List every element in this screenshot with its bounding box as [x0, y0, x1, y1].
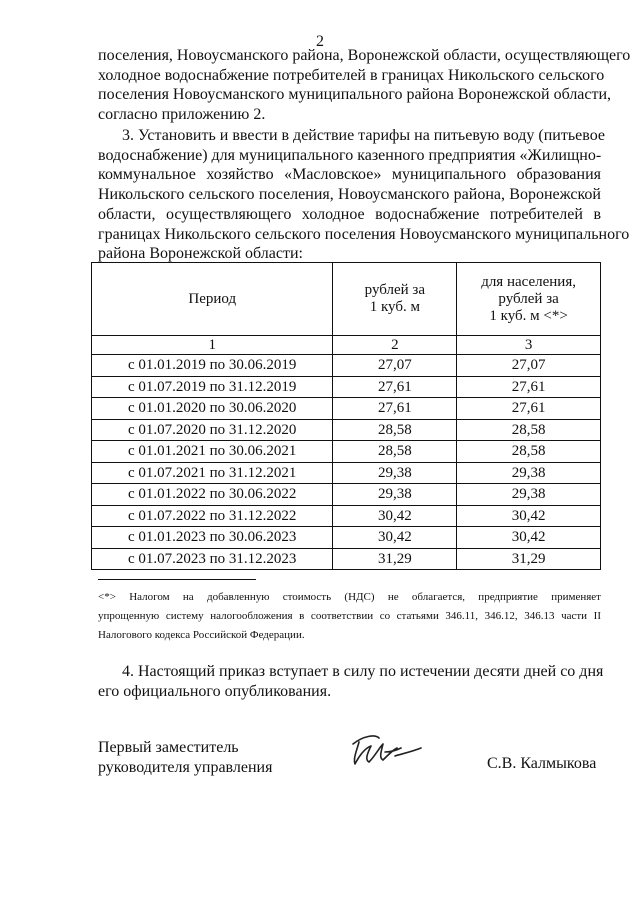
population-rate-cell: 28,58 [457, 441, 601, 463]
signatory-title [98, 738, 272, 778]
period-cell: с 01.07.2023 по 31.12.2023 [92, 548, 333, 570]
rate-cell: 28,58 [333, 441, 457, 463]
signatory-title-line: руководителя управления [98, 759, 273, 776]
text-line: Никольского сельского поселения, Новоусманского района, Воронежской [98, 186, 601, 204]
table-row [92, 462, 601, 484]
table-row [92, 484, 601, 506]
period-cell: с 01.01.2019 по 30.06.2019 [92, 355, 333, 377]
text-line: поселения, Новоусманского района, Воронежской области, осуществляющего [98, 47, 631, 64]
rate-cell: 29,38 [333, 484, 457, 506]
table-row [92, 376, 601, 398]
text-line: холодное водоснабжение потребителей в границах Никольского сельского [98, 66, 605, 84]
population-rate-cell: 27,61 [457, 398, 601, 420]
population-rate-cell: 31,29 [457, 548, 601, 570]
text-line: согласно приложению 2. [98, 106, 266, 124]
table-row [92, 505, 601, 527]
population-rate-cell: 27,61 [457, 376, 601, 398]
rate-cell: 27,61 [333, 376, 457, 398]
text-line: коммунальное хозяйство «Масловское» муниципального образования [98, 166, 601, 184]
text-line: его официального опубликования. [98, 682, 332, 700]
footnote-divider [98, 579, 256, 580]
period-cell: с 01.01.2023 по 30.06.2023 [92, 527, 333, 549]
footnote-line: <*> Налогом на добавленную стоимость (НДС) не облагается, предприятие применяет [98, 591, 601, 603]
rate-cell: 30,42 [333, 527, 457, 549]
rate-cell: 27,07 [333, 355, 457, 377]
period-cell: с 01.07.2020 по 31.12.2020 [92, 419, 333, 441]
period-cell: с 01.01.2020 по 30.06.2020 [92, 398, 333, 420]
population-rate-cell: 30,42 [457, 527, 601, 549]
population-rate-cell: 29,38 [457, 484, 601, 506]
paragraph-2 [98, 126, 630, 264]
table-row [92, 355, 601, 377]
page-number: 2 [316, 33, 324, 50]
signatory-name: С.В. Калмыкова [487, 755, 597, 772]
text-line: области, осуществляющего холодное водоснабжение потребителей в [98, 205, 601, 223]
text-line: границах Никольского сельского поселения Новоусманского муниципального [98, 225, 630, 243]
period-cell: с 01.07.2022 по 31.12.2022 [92, 505, 333, 527]
rate-cell: 28,58 [333, 419, 457, 441]
table-row [92, 527, 601, 549]
column-number: 1 [92, 336, 333, 355]
table-row [92, 441, 601, 463]
population-rate-cell: 29,38 [457, 462, 601, 484]
rate-cell: 27,61 [333, 398, 457, 420]
text-line: водоснабжение) для муниципального казенного предприятия «Жилищно- [98, 146, 602, 164]
text-line: 3. Установить и ввести в действие тарифы на питьевую воду (питьевое [98, 127, 605, 144]
header-population: для населения, рублей за 1 куб. м <*> [457, 263, 601, 336]
tariff-table [91, 262, 601, 570]
paragraph-1 [98, 46, 631, 125]
table-row [92, 398, 601, 420]
rate-cell: 29,38 [333, 462, 457, 484]
footnote-line: упрощенную систему налогообложения в соответствии со статьями 346.11, 346.12, 346.13 части II [98, 610, 601, 622]
period-cell: с 01.07.2019 по 31.12.2019 [92, 376, 333, 398]
footnote [98, 588, 601, 645]
table-row [92, 419, 601, 441]
text-line: района Воронежской области: [98, 245, 303, 263]
period-cell: с 01.01.2021 по 30.06.2021 [92, 441, 333, 463]
rate-cell: 31,29 [333, 548, 457, 570]
footnote-line: Налогового кодекса Российской Федерации. [98, 629, 305, 641]
population-rate-cell: 30,42 [457, 505, 601, 527]
column-number: 3 [457, 336, 601, 355]
population-rate-cell: 27,07 [457, 355, 601, 377]
text-line: 4. Настоящий приказ вступает в силу по истечении десяти дней со дня [98, 663, 604, 680]
period-cell: с 01.01.2022 по 30.06.2022 [92, 484, 333, 506]
period-cell: с 01.07.2021 по 31.12.2021 [92, 462, 333, 484]
signatory-title-line: Первый заместитель [98, 739, 239, 756]
table-row [92, 548, 601, 570]
population-rate-cell: 28,58 [457, 419, 601, 441]
text-line: поселения Новоусманского муниципального района Воронежской области, [98, 86, 612, 104]
header-period: Период [92, 263, 333, 336]
rate-cell: 30,42 [333, 505, 457, 527]
header-rubles: рублей за 1 куб. м [333, 263, 457, 336]
column-number: 2 [333, 336, 457, 355]
handwritten-signature [345, 726, 425, 776]
paragraph-3 [98, 662, 604, 701]
